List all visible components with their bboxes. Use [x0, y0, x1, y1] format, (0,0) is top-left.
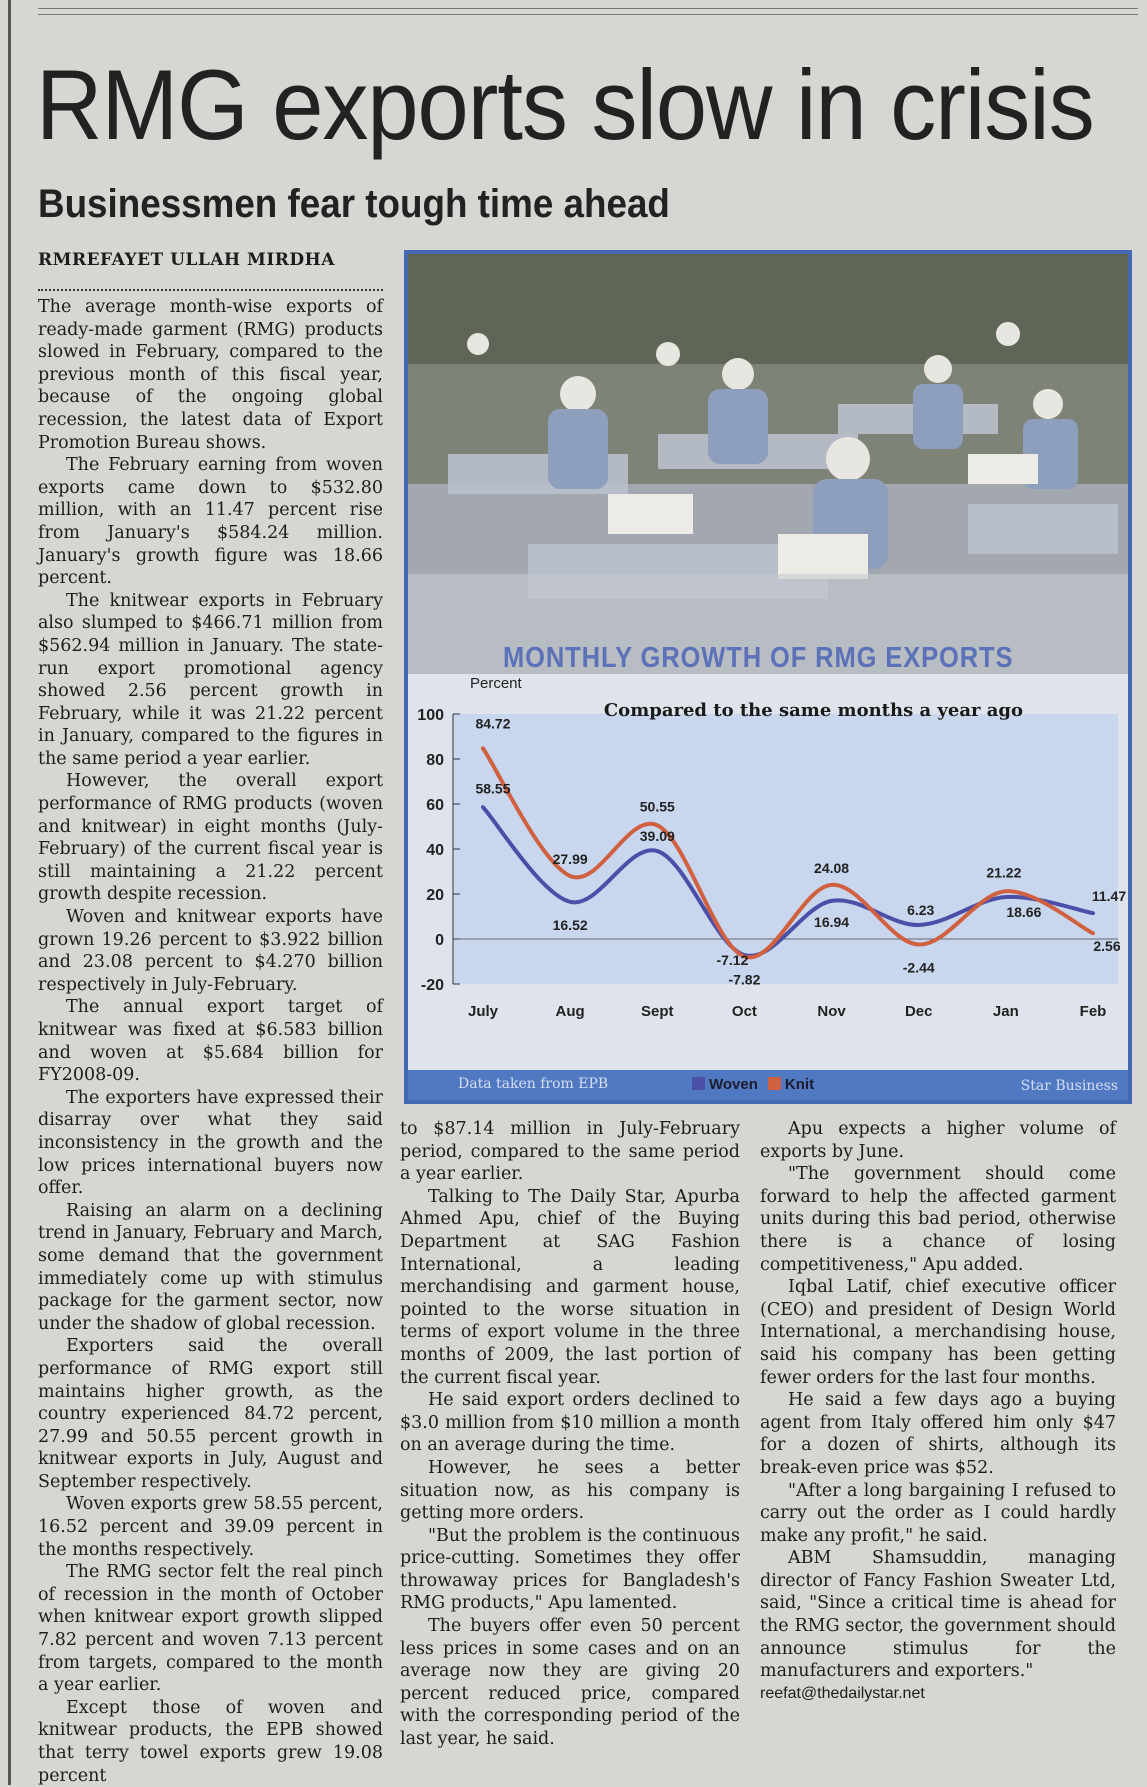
legend-swatch-woven	[692, 1077, 705, 1090]
y-tick-label: 80	[426, 752, 444, 769]
x-tick-label: Sept	[641, 1003, 674, 1020]
paragraph: The annual export target of knitwear was fixed at $6.583 billion and woven at $5.684 billion for FY2008-09.	[38, 997, 383, 1086]
data-label-woven: 58.55	[475, 780, 511, 797]
article-column-left	[38, 296, 383, 1787]
plot-background	[453, 714, 1121, 984]
x-tick-label: Oct	[731, 1003, 757, 1020]
x-tick-label: Aug	[555, 1003, 585, 1020]
data-label-woven: 11.47	[1091, 888, 1127, 905]
legend-label-woven: Woven	[709, 1076, 758, 1093]
data-label-woven: -7.12	[716, 952, 749, 969]
data-label-woven: 6.23	[907, 901, 935, 918]
paragraph: Exporters said the overall performance of RMG export still maintains higher growth, as the country experienced 84.72 percent, 27.99 and 50.55 percent growth in knitwear exports in July, August and September respectively.	[38, 1336, 383, 1492]
y-tick-label: -20	[420, 977, 444, 994]
data-label-woven: 16.52	[552, 916, 588, 933]
paragraph: The average month-wise exports of ready-made garment (RMG) products slowed in February, compared to the previous month of this fiscal year, because of the ongoing global recession, the latest data of Export Promotion Bureau shows.	[38, 297, 383, 453]
paragraph: Woven and knitwear exports have grown 19.26 percent to $3.922 billion and 23.08 percent to $4.270 billion respectively in July-February.	[38, 907, 383, 995]
y-tick-label: 40	[426, 842, 444, 859]
chart-figure	[404, 250, 1132, 1104]
paragraph: However, he sees a better situation now, as his company is getting more orders.	[400, 1457, 740, 1524]
x-tick-label: Nov	[817, 1003, 846, 1020]
paragraph: Talking to The Daily Star, Apurba Ahmed Apu, chief of the Buying Department at SAG Fashion International, a leading merchandising and garment house, pointed to the worse situation in terms of export volume in the three months of 2009, the last portion of the current fiscal year.	[400, 1186, 740, 1388]
paragraph: ABM Shamsuddin, managing director of Fancy Fashion Sweater Ltd, said, "Since a critical time is ahead for the RMG sector, the government should announce stimulus for the manufacturers and exporters."	[760, 1548, 1116, 1682]
article-column-middle	[400, 1118, 740, 1751]
figure-footer	[408, 1070, 1128, 1100]
x-tick-label: Jan	[992, 1003, 1019, 1020]
paragraph: Except those of woven and knitwear products, the EPB showed that terry towel exports grew 19.08 percent	[38, 1697, 383, 1786]
paragraph: Apu expects a higher volume of exports by June.	[760, 1119, 1116, 1162]
x-tick-label: Feb	[1079, 1003, 1107, 1020]
paragraph: "But the problem is the continuous price-cutting. Sometimes they offer throwaway prices for Bangladesh's RMG products," Apu lamented.	[400, 1525, 740, 1614]
chart-area	[408, 674, 1128, 1070]
chart-title: MONTHLY GROWTH OF RMG EXPORTS	[503, 642, 1014, 674]
top-rule	[38, 8, 1138, 15]
data-label-knit: 21.22	[986, 864, 1022, 881]
data-label-knit: -2.44	[902, 959, 935, 976]
author-email[interactable]: reefat@thedailystar.net	[760, 1684, 925, 1702]
chart-legend	[692, 1076, 814, 1093]
byline-rule	[38, 289, 383, 291]
chart-subtitle: Compared to the same months a year ago	[603, 700, 1023, 721]
paragraph: Iqbal Latif, chief executive officer (CEO) and president of Design World International, a merchandising house, said his company has been getting fewer orders for the last four months.	[760, 1277, 1116, 1388]
y-tick-label: 0	[435, 932, 444, 949]
y-tick-label: 20	[426, 887, 444, 904]
legend-label-knit: Knit	[784, 1076, 815, 1093]
data-label-woven: 18.66	[1006, 904, 1042, 921]
paragraph: The February earning from woven exports came down to $532.80 million, with an 11.47 percent rise from January's $584.24 million. January's growth figure was 18.66 percent.	[38, 455, 383, 589]
data-label-knit: 27.99	[552, 851, 588, 868]
y-tick-label: 60	[426, 797, 444, 814]
legend-swatch-knit	[768, 1077, 781, 1090]
legend-item-woven	[692, 1076, 758, 1093]
data-label-woven: 16.94	[814, 913, 850, 930]
factory-photo	[408, 254, 1128, 674]
data-label-knit: 50.55	[639, 798, 675, 815]
headline: RMG exports slow in crisis	[36, 50, 1094, 161]
data-label-knit: 2.56	[1093, 938, 1121, 955]
paragraph: Raising an alarm on a declining trend in January, February and March, some demand that the government immediately come up with stimulus package for the garment sector, now under the shadow of global recession.	[38, 1200, 383, 1334]
x-tick-label: July	[467, 1003, 499, 1020]
y-tick-label: 100	[417, 707, 444, 724]
subheadline: Businessmen fear tough time ahead	[38, 182, 670, 226]
paragraph: "The government should come forward to help the affected garment units during this bad period, otherwise there is a chance of losing competitiveness," Apu added.	[760, 1164, 1116, 1275]
paragraph: The exporters have expressed their disarray over what they said inconsistency in the growth and the low prices international buyers now offer.	[38, 1087, 383, 1199]
paragraph: However, the overall export performance of RMG products (woven and knitwear) in eight months (July-February) of the current fiscal year is still maintaining a 21.22 percent growth despite recession.	[38, 771, 383, 905]
paragraph: He said a few days ago a buying agent from Italy offered him only $47 for a dozen of shirts, although its break-even price was $52.	[760, 1390, 1116, 1478]
legend-item-knit	[768, 1076, 814, 1093]
paragraph: He said export orders declined to $3.0 million from $10 million a month on an average during the time.	[400, 1390, 740, 1456]
data-label-knit: 24.08	[814, 859, 850, 876]
factory-photo-illustration	[408, 254, 1128, 674]
article-column-right	[760, 1118, 1116, 1705]
line-chart	[408, 674, 1128, 1070]
paragraph: Woven exports grew 58.55 percent, 16.52 percent and 39.09 percent in the months respectively.	[38, 1494, 383, 1560]
data-source: Data taken from EPB	[458, 1076, 609, 1092]
paragraph: "After a long bargaining I refused to carry out the order as I could hardly make any profit," he said.	[760, 1480, 1116, 1546]
data-label-knit: 84.72	[475, 715, 511, 732]
byline: RMREFAYET ULLAH MIRDHA	[38, 250, 335, 270]
paragraph: The knitwear exports in February also slumped to $466.71 million from $562.94 million in January. The state-run export promotional agency showed 2.56 percent growth in February, while it was 21.22 percent in January, compared to the figures in the same period a year earlier.	[38, 590, 383, 769]
data-label-woven: 39.09	[639, 828, 675, 845]
data-label-knit: -7.82	[728, 971, 761, 988]
paragraph: to $87.14 million in July-February period, compared to the same period a year earlier.	[400, 1119, 740, 1185]
brand-label: Star Business	[1020, 1078, 1118, 1094]
paragraph: The RMG sector felt the real pinch of recession in the month of October when knitwear export growth slipped 7.82 percent and woven 7.13 percent from targets, compared to the month a year earlier.	[38, 1562, 383, 1696]
y-axis-label: Percent	[470, 675, 522, 692]
x-tick-label: Dec	[904, 1003, 933, 1020]
paragraph: The buyers offer even 50 percent less prices in some cases and on an average now they are giving 20 percent reduced price, compared with the corresponding period of the last year, he said.	[400, 1616, 740, 1750]
